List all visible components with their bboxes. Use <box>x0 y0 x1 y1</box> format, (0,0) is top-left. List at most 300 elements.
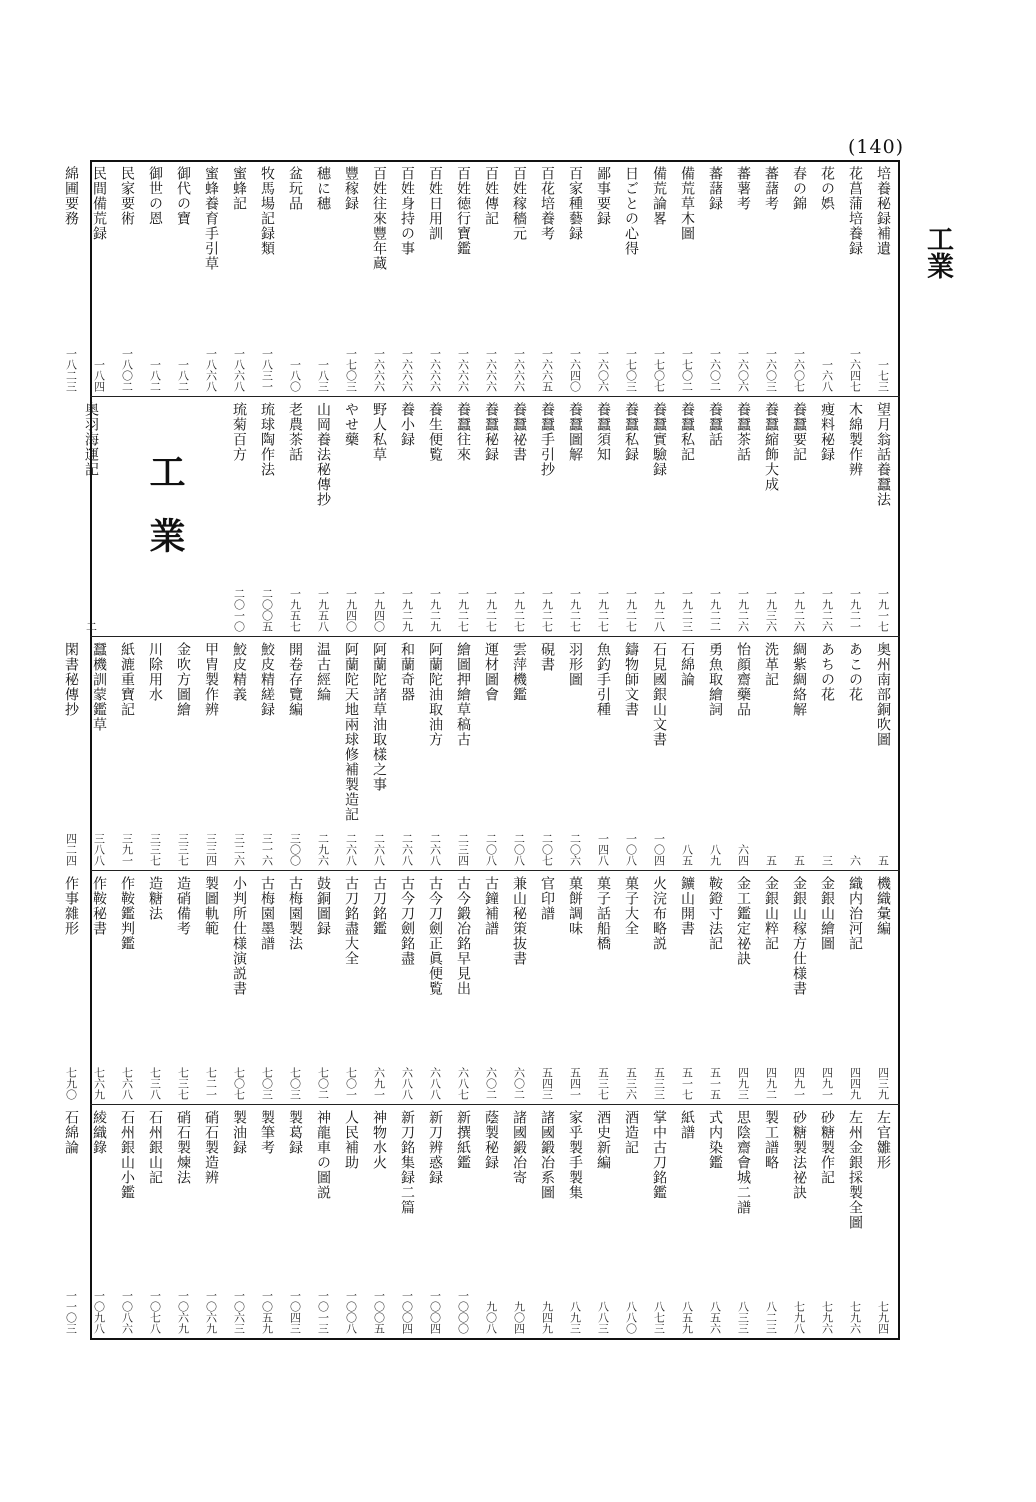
entry-page-number: 一六八 <box>820 359 834 392</box>
entry-title: 古鐘補譜 <box>483 876 499 936</box>
entry-title: 製工譜略 <box>763 1110 779 1170</box>
entry-page-number: 一九二三 <box>680 588 694 632</box>
index-entry <box>479 1110 503 1334</box>
entry-page-number: 一〇四 <box>652 833 666 866</box>
entry-title: 養蠶往來 <box>455 402 471 462</box>
entry-page-number: 一九二七 <box>540 588 554 632</box>
entry-title: 御世の恩 <box>147 166 163 226</box>
entry-title: 盆玩品 <box>287 166 303 211</box>
entry-page-number: 五 <box>876 855 890 866</box>
index-entry <box>311 402 335 632</box>
entry-title: 鞍鐙寸法記 <box>707 876 723 951</box>
index-entry <box>423 1110 447 1334</box>
entry-title: 蜜蜂記 <box>231 166 247 211</box>
entry-page-number: 一〇六九 <box>176 1290 190 1334</box>
index-entry <box>731 876 755 1100</box>
index-entry <box>367 876 391 1100</box>
entry-page-number: 二六八 <box>372 833 386 866</box>
band-divider <box>90 636 900 637</box>
entry-page-number: 一九二六 <box>736 588 750 632</box>
index-entry <box>563 876 587 1100</box>
index-entry <box>759 1110 783 1334</box>
entry-title: 思陰齋會城二譜 <box>735 1110 751 1215</box>
index-entry <box>423 166 447 392</box>
entry-page-number: 六八八 <box>400 1067 414 1100</box>
spacer <box>107 402 117 632</box>
entry-page-number: 一〇〇四 <box>400 1290 414 1334</box>
index-entry <box>115 1110 139 1334</box>
index-entry <box>171 166 195 392</box>
index-entry <box>843 166 867 392</box>
spacer <box>199 402 209 632</box>
entry-page-number: 一六〇二 <box>708 348 722 392</box>
entry-page-number: 六八八 <box>428 1067 442 1100</box>
index-entry <box>395 642 419 866</box>
entry-title: 阿蘭陀諸草油取樣之事 <box>371 642 387 792</box>
index-entry <box>871 876 895 1100</box>
entry-page-number: 八五九 <box>680 1301 694 1334</box>
entry-title: 金銀山繪圖 <box>819 876 835 951</box>
index-band-1 <box>63 166 895 392</box>
entry-page-number: 九〇四 <box>512 1301 526 1334</box>
entry-title: 金吹方圖繪 <box>175 642 191 717</box>
entry-page-number: 七六八 <box>120 1067 134 1100</box>
index-entry <box>843 402 867 632</box>
entry-page-number: 一六六六 <box>400 348 414 392</box>
entry-page-number: 二〇一〇 <box>232 588 246 632</box>
band-divider <box>90 1104 900 1105</box>
entry-page-number: 三三七 <box>176 833 190 866</box>
index-entry <box>171 642 195 866</box>
entry-title: 春の錦 <box>791 166 807 211</box>
entry-page-number: 八八〇 <box>624 1301 638 1334</box>
entry-page-number: 四九一 <box>792 1067 806 1100</box>
entry-title: 洗革記 <box>763 642 779 687</box>
index-entry <box>255 166 279 392</box>
entry-title: 備荒論畧 <box>651 166 667 226</box>
entry-page-number: 七二一 <box>204 1067 218 1100</box>
index-entry <box>367 1110 391 1334</box>
entry-page-number: 五四三 <box>540 1067 554 1100</box>
entry-title: 養生便覧 <box>427 402 443 462</box>
entry-title: 金銀山粹記 <box>763 876 779 951</box>
entry-title: 百姓徳行寶鑑 <box>455 166 471 256</box>
entry-title: 蜜蜂養育手引草 <box>203 166 219 271</box>
entry-title: 火浣布略説 <box>651 876 667 951</box>
entry-title: 閑書秘傳抄 <box>63 642 79 717</box>
entry-page-number: 一六四〇 <box>568 348 582 392</box>
entry-page-number: 八七三 <box>652 1301 666 1334</box>
index-entry <box>143 1110 167 1334</box>
index-entry <box>423 876 447 1100</box>
entry-page-number: 四九一 <box>820 1067 834 1100</box>
index-entry <box>451 402 475 632</box>
entry-title: 繪圖押繪草稿古 <box>455 642 471 747</box>
entry-title: 人民補助 <box>343 1110 359 1170</box>
index-entry <box>815 642 839 866</box>
entry-page-number: 三九一 <box>120 833 134 866</box>
entry-title: 酒造記 <box>623 1110 639 1155</box>
index-entry <box>647 166 671 392</box>
index-entry <box>283 642 307 866</box>
index-entry <box>283 1110 307 1334</box>
entry-title: 鮫皮精縒録 <box>259 642 275 717</box>
index-entry <box>871 166 895 392</box>
index-entry <box>619 402 643 632</box>
index-entry <box>79 402 103 632</box>
entry-title: 石綿論 <box>679 642 695 687</box>
entry-title: 古刀銘鑑 <box>371 876 387 936</box>
entry-title: 兼山秘策抜書 <box>511 876 527 966</box>
entry-page-number: 一六六六 <box>372 348 386 392</box>
entry-title: 養蠶茶話 <box>735 402 751 462</box>
index-entry <box>311 642 335 866</box>
entry-page-number: 一八三一 <box>260 348 274 392</box>
entry-page-number: 一九二二 <box>708 588 722 632</box>
index-entry <box>675 876 699 1100</box>
entry-title: 勇魚取繪詞 <box>707 642 723 717</box>
index-entry <box>255 1110 279 1334</box>
entry-title: 養蠶秘録 <box>483 402 499 462</box>
entry-title: 阿蘭陀油取油方 <box>427 642 443 747</box>
entry-page-number: 一六六六 <box>428 348 442 392</box>
entry-page-number: 六四 <box>736 844 750 866</box>
entry-title: 式内染鑑 <box>707 1110 723 1170</box>
entry-title: 金銀山稼方仕様書 <box>791 876 807 996</box>
entry-page-number: 七九八 <box>792 1301 806 1334</box>
page-number: (140) <box>848 136 905 158</box>
index-entry <box>479 402 503 632</box>
index-entry <box>591 642 615 866</box>
index-entry <box>787 166 811 392</box>
entry-title: 古梅園製法 <box>287 876 303 951</box>
entry-page-number: 七〇二 <box>316 1067 330 1100</box>
entry-title: 古梅園墨譜 <box>259 876 275 951</box>
entry-title: 運材圖會 <box>483 642 499 702</box>
section-side-title: 工業 <box>922 225 953 279</box>
index-entry <box>199 166 223 392</box>
entry-page-number: 一九二六 <box>820 588 834 632</box>
entry-page-number: 三八八 <box>92 833 106 866</box>
entry-title: 百花培養考 <box>539 166 555 241</box>
entry-title: 紙譜 <box>679 1110 695 1140</box>
index-entry <box>591 166 615 392</box>
index-entry <box>535 876 559 1100</box>
entry-page-number: 一八六八 <box>232 348 246 392</box>
entry-page-number: 三一六 <box>260 833 274 866</box>
entry-title: 奥羽海運記 <box>83 402 99 477</box>
index-entry <box>647 876 671 1100</box>
entry-title: 掌中古刀銘鑑 <box>651 1110 667 1200</box>
entry-title: 新刀辨惑録 <box>427 1110 443 1185</box>
entry-page-number: 二六八 <box>400 833 414 866</box>
entry-title: 養小録 <box>399 402 415 447</box>
index-entry <box>843 642 867 866</box>
entry-title: 養蠶須知 <box>595 402 611 462</box>
entry-title: 老農茶話 <box>287 402 303 462</box>
entry-title: 百家種藝録 <box>567 166 583 241</box>
entry-page-number: 一八四 <box>92 359 106 392</box>
index-entry <box>731 166 755 392</box>
entry-title: 製葛録 <box>287 1110 303 1155</box>
index-entry <box>423 402 447 632</box>
index-entry <box>871 1110 895 1334</box>
index-entry <box>703 876 727 1100</box>
entry-title: 製筆考 <box>259 1110 275 1155</box>
index-entry <box>759 402 783 632</box>
index-entry <box>451 166 475 392</box>
entry-title: 民家要術 <box>119 166 135 226</box>
index-entry <box>535 1110 559 1334</box>
index-entry <box>591 1110 615 1334</box>
entry-title: 百姓身持の事 <box>399 166 415 256</box>
entry-page-number: 八三三 <box>736 1301 750 1334</box>
entry-title: 古刀銘盡大全 <box>343 876 359 966</box>
entry-page-number: 五三六 <box>624 1067 638 1100</box>
index-entry <box>143 876 167 1100</box>
index-entry <box>227 876 251 1100</box>
index-band-3 <box>63 642 895 866</box>
entry-title: 綿圃要務 <box>63 166 79 226</box>
entry-title: 羽形圖 <box>567 642 583 687</box>
entry-page-number: 七三八 <box>148 1067 162 1100</box>
entry-title: やせ藥 <box>343 402 359 447</box>
entry-title: 百姓往來豐年蔵 <box>371 166 387 271</box>
entry-title: 魚釣手引種 <box>595 642 611 717</box>
entry-title: 綾織錄 <box>91 1110 107 1155</box>
index-entry <box>199 1110 223 1334</box>
entry-page-number: 六〇二 <box>512 1067 526 1100</box>
entry-page-number: 一六六五 <box>540 348 554 392</box>
index-entry <box>367 402 391 632</box>
entry-page-number: 一九二七 <box>568 588 582 632</box>
index-entry <box>59 166 83 392</box>
index-entry <box>339 876 363 1100</box>
entry-page-number: 二九六 <box>316 833 330 866</box>
index-entry <box>675 402 699 632</box>
entry-title: 造糖法 <box>147 876 163 921</box>
index-entry <box>675 166 699 392</box>
index-entry <box>843 876 867 1100</box>
index-entry <box>815 1110 839 1334</box>
index-entry <box>115 642 139 866</box>
entry-title: 怡顔齋藥品 <box>735 642 751 717</box>
index-entry <box>787 402 811 632</box>
entry-title: 琉球陶作法 <box>259 402 275 477</box>
index-entry <box>843 1110 867 1334</box>
entry-title: 金工鑑定祕訣 <box>735 876 751 966</box>
entry-page-number: 八五 <box>680 844 694 866</box>
index-entry <box>199 642 223 866</box>
entry-page-number: 一九二七 <box>456 588 470 632</box>
entry-title: 左州金銀採製全圖 <box>847 1110 863 1230</box>
entry-title: 古今鍛冶銘早見出 <box>455 876 471 996</box>
entry-title: 山岡養法秘傳抄 <box>315 402 331 507</box>
index-entry <box>787 1110 811 1334</box>
entry-page-number: 三〇〇 <box>288 833 302 866</box>
entry-page-number: 一九四〇 <box>344 588 358 632</box>
index-entry <box>87 1110 111 1334</box>
entry-title: 琉菊百方 <box>231 402 247 462</box>
index-entry <box>423 642 447 866</box>
index-entry <box>395 876 419 1100</box>
entry-page-number: 二〇六 <box>568 833 582 866</box>
entry-title: 花菖蒲培養録 <box>847 166 863 256</box>
index-entry <box>731 642 755 866</box>
entry-page-number: 一九五八 <box>316 588 330 632</box>
entry-page-number: 一〇〇八 <box>344 1290 358 1334</box>
index-entry <box>479 876 503 1100</box>
index-entry <box>563 166 587 392</box>
index-entry <box>507 402 531 632</box>
entry-page-number: 一八〇二 <box>120 348 134 392</box>
index-entry <box>283 402 307 632</box>
entry-title: 培養秘録補遺 <box>875 166 891 256</box>
index-entry <box>563 402 587 632</box>
entry-page-number: 三三四 <box>204 833 218 866</box>
entry-title: あこの花 <box>847 642 863 702</box>
entry-page-number: 一六〇七 <box>792 348 806 392</box>
index-entry <box>787 642 811 866</box>
entry-page-number: 二三四 <box>456 833 470 866</box>
entry-title: 雲萍機鑑 <box>511 642 527 702</box>
index-entry <box>283 876 307 1100</box>
entry-page-number: 一九一七 <box>876 588 890 632</box>
index-entry <box>619 166 643 392</box>
index-entry <box>759 166 783 392</box>
entry-title: 製圖軌範 <box>203 876 219 936</box>
entry-page-number: 一八二三 <box>64 348 78 392</box>
entry-page-number: 六〇二 <box>484 1067 498 1100</box>
entry-page-number: 八九三 <box>568 1301 582 1334</box>
entry-page-number: 九四九 <box>540 1301 554 1334</box>
index-entry <box>591 402 615 632</box>
index-entry <box>871 402 895 632</box>
entry-page-number: 七〇三 <box>260 1067 274 1100</box>
entry-page-number: 一九二九 <box>428 588 442 632</box>
entry-page-number: 一六〇三 <box>764 348 778 392</box>
entry-page-number: 五 <box>792 855 806 866</box>
index-entry <box>87 166 111 392</box>
index-entry <box>535 642 559 866</box>
index-entry <box>731 402 755 632</box>
entry-title: 新撰紙鑑 <box>455 1110 471 1170</box>
index-entry <box>759 642 783 866</box>
index-entry <box>451 876 475 1100</box>
entry-page-number: 七〇一 <box>344 1067 358 1100</box>
entry-title: 石綿論 <box>63 1110 79 1155</box>
entry-title: 官印譜 <box>539 876 555 921</box>
entry-title: 養蠶圖解 <box>567 402 583 462</box>
index-entry <box>395 1110 419 1334</box>
index-entry <box>59 876 83 1100</box>
entry-page-number: 一〇一三 <box>316 1290 330 1334</box>
index-entry <box>227 1110 251 1334</box>
index-entry <box>479 642 503 866</box>
entry-page-number: 四九三 <box>736 1067 750 1100</box>
index-entry <box>759 876 783 1100</box>
entry-title: 百姓日用訓 <box>427 166 443 241</box>
entry-page-number: 一八三 <box>316 359 330 392</box>
entry-page-number: 四九二 <box>764 1067 778 1100</box>
entry-title: 御代の寶 <box>175 166 191 226</box>
index-band-5 <box>63 1110 895 1334</box>
index-entry <box>87 642 111 866</box>
entry-title: 石州銀山記 <box>147 1110 163 1185</box>
entry-title: 鑄物師文書 <box>623 642 639 717</box>
entry-page-number: 一〇八六 <box>120 1290 134 1334</box>
entry-title: 養蠶私記 <box>679 402 695 462</box>
entry-page-number: 八二三 <box>764 1301 778 1334</box>
entry-title: 蕃藷考 <box>763 166 779 211</box>
entry-title: 穗に穗 <box>315 166 331 211</box>
index-entry <box>143 166 167 392</box>
entry-title: 奥州南部銅吹圖 <box>875 642 891 747</box>
entry-page-number: 一九二六 <box>792 588 806 632</box>
entry-title: 織内治河記 <box>847 876 863 951</box>
entry-page-number: 五 <box>764 855 778 866</box>
index-entry <box>311 1110 335 1334</box>
entry-page-number: 一一〇三 <box>64 1290 78 1334</box>
entry-title: 紙漉重寶記 <box>119 642 135 717</box>
entry-title: 作鞍鑑判鑑 <box>119 876 135 951</box>
entry-title: 和蘭奇器 <box>399 642 415 702</box>
entry-title: 蕃薯考 <box>735 166 751 211</box>
index-entry <box>339 166 363 392</box>
entry-title: 百姓傳記 <box>483 166 499 226</box>
entry-title: 鄙事要録 <box>595 166 611 226</box>
entry-title: 養蠶縮飾大成 <box>763 402 779 492</box>
index-entry <box>675 642 699 866</box>
entry-page-number: 七九六 <box>848 1301 862 1334</box>
index-entry <box>507 642 531 866</box>
index-entry <box>647 642 671 866</box>
entry-page-number: 一九二七 <box>596 588 610 632</box>
entry-title: 牧馬場記録類 <box>259 166 275 256</box>
entry-page-number: 一〇〇四 <box>428 1290 442 1334</box>
entry-title: 川除用水 <box>147 642 163 702</box>
entry-page-number: 一四八 <box>596 833 610 866</box>
entry-page-number: 一七〇三 <box>624 348 638 392</box>
entry-title: 作事雜形 <box>63 876 79 936</box>
entry-title: 養蠶手引抄 <box>539 402 555 477</box>
entry-page-number: 一〇九八 <box>92 1290 106 1334</box>
index-entry <box>255 642 279 866</box>
entry-page-number: 七三七 <box>176 1067 190 1100</box>
entry-title: 製油録 <box>231 1110 247 1155</box>
index-entry <box>563 1110 587 1334</box>
spacer <box>213 402 223 632</box>
index-entry <box>171 876 195 1100</box>
entry-title: 菓餅調味 <box>567 876 583 936</box>
index-entry <box>255 402 279 632</box>
entry-page-number: 二〇七 <box>540 833 554 866</box>
entry-title: 神龍車の圖説 <box>315 1110 331 1200</box>
entry-page-number: 一〇六九 <box>204 1290 218 1334</box>
index-entry <box>227 642 251 866</box>
section-heading <box>135 402 195 632</box>
entry-title: 野人私草 <box>371 402 387 462</box>
index-entry <box>703 1110 727 1334</box>
entry-title: 日ごとの心得 <box>623 166 639 256</box>
entry-title: 酒史新編 <box>595 1110 611 1170</box>
index-band-4 <box>63 876 895 1100</box>
entry-page-number: 六八七 <box>456 1067 470 1100</box>
entry-page-number: 四二四 <box>64 833 78 866</box>
entry-page-number: 八九 <box>708 844 722 866</box>
index-entry <box>311 876 335 1100</box>
index-entry <box>815 876 839 1100</box>
